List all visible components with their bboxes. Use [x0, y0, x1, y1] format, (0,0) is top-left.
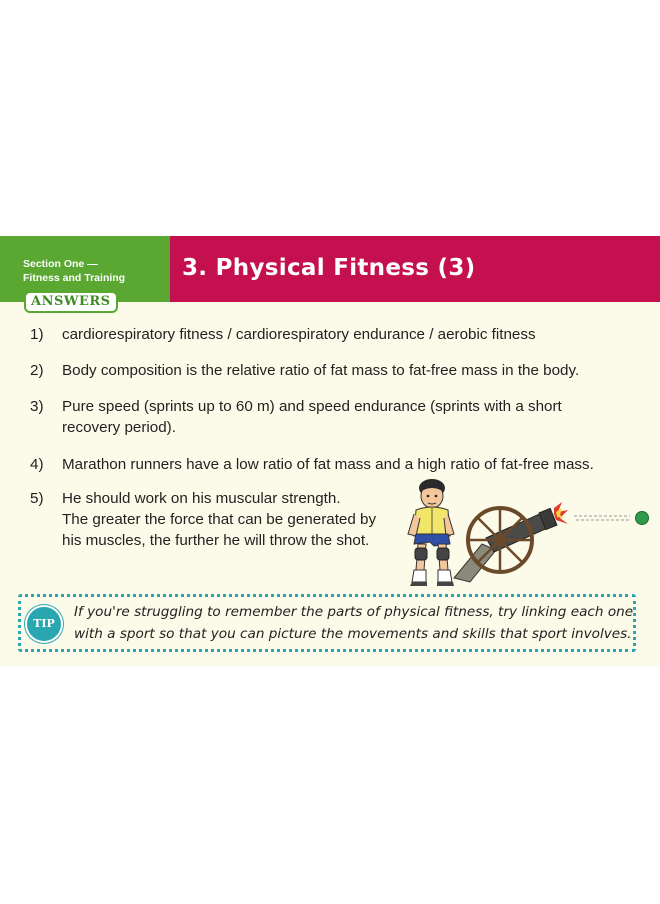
answer-text: cardiorespiratory fitness / cardiorespiratory endurance / aerobic fitness — [62, 326, 536, 343]
cannon — [454, 502, 568, 582]
page-title: 3. Physical Fitness (3) — [182, 255, 476, 281]
section-number: Section One — — [23, 258, 98, 270]
answer-number: 5) — [30, 490, 44, 507]
tip-box — [18, 594, 636, 652]
title-bar — [170, 236, 660, 302]
answer-text-line2: recovery period). — [62, 419, 176, 436]
answer-text: Marathon runners have a low ratio of fat mass and a high ratio of fat-free mass. — [62, 456, 594, 473]
tip-line-1: If you're struggling to remember the parts of physical fitness, try linking each one — [74, 604, 634, 620]
tip-line-2: with a sport so that you can picture the movements and skills that sport involves. — [74, 626, 632, 642]
answer-number: 1) — [30, 326, 44, 343]
tip-badge: TIP — [25, 605, 63, 643]
tip-text — [74, 601, 634, 645]
answer-text-line2: The greater the force that can be generated by — [62, 511, 377, 528]
answer-text: He should work on his muscular strength. — [62, 490, 341, 507]
boy-figure — [408, 479, 454, 586]
answer-text: Pure speed (sprints up to 60 m) and speed endurance (sprints with a short — [62, 398, 562, 415]
section-name: Fitness and Training — [23, 272, 126, 284]
answer-text-line3: his muscles, the further he will throw the shot. — [62, 532, 370, 549]
answer-card — [0, 236, 660, 666]
cannon-illustration — [404, 478, 654, 588]
answer-number: 3) — [30, 398, 44, 415]
answer-number: 4) — [30, 456, 44, 473]
answer-number: 2) — [30, 362, 44, 379]
answers-badge: ANSWERS — [24, 291, 118, 313]
shot-ball — [574, 512, 649, 525]
answer-text: Body composition is the relative ratio of fat mass to fat-free mass in the body. — [62, 362, 580, 379]
